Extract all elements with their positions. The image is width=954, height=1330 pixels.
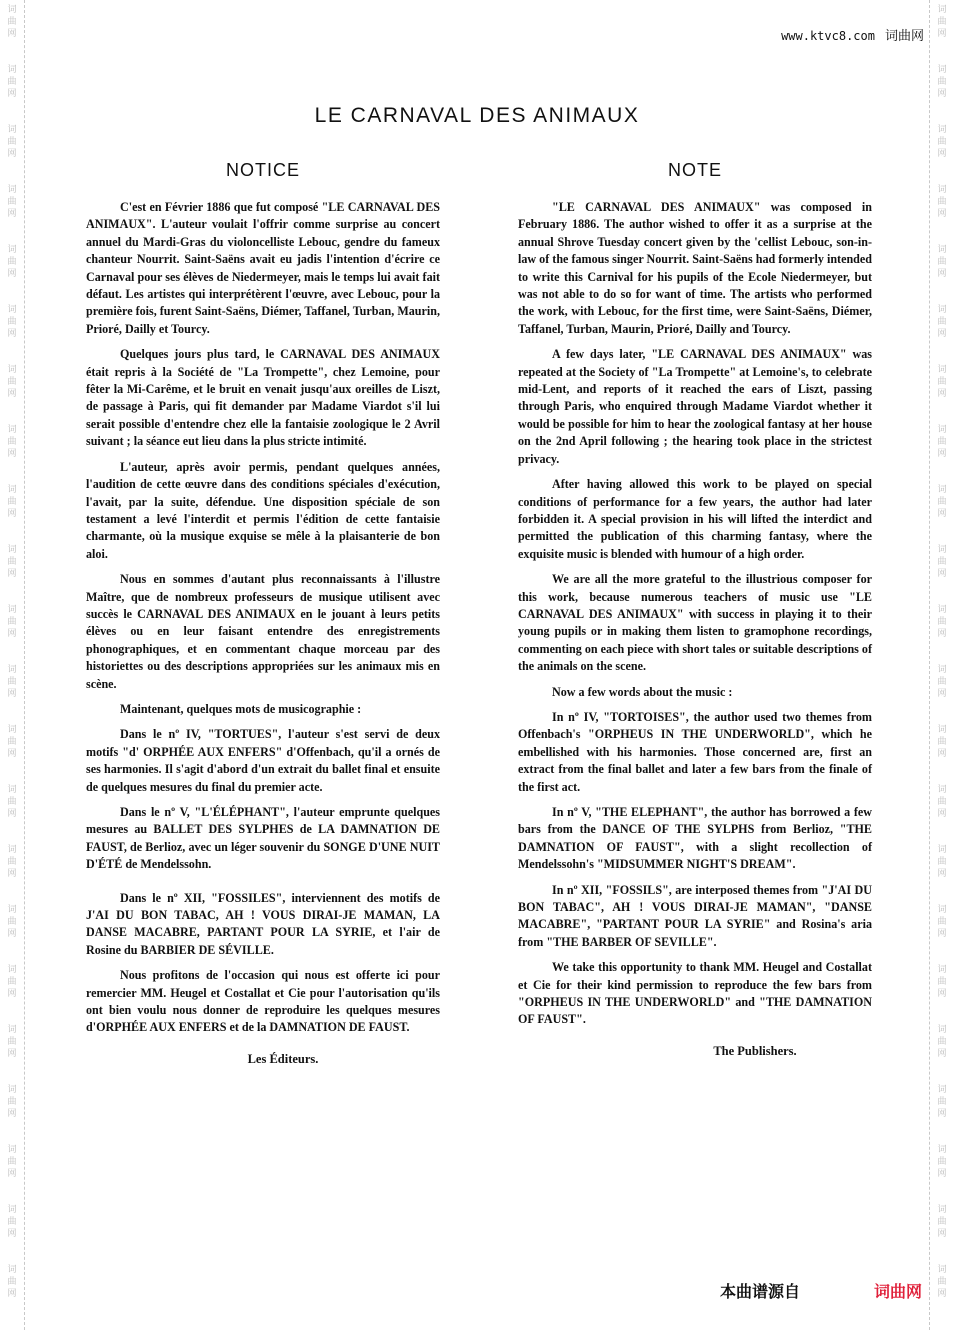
watermark-mark: 词曲网 (937, 1025, 947, 1059)
watermark-mark: 词曲网 (7, 5, 17, 39)
footer-brand-link[interactable]: 词曲网 (873, 1282, 922, 1301)
notice-paragraph: Maintenant, quelques mots de musicographie : (120, 701, 362, 716)
notice-paragraph: Dans le nº XII, "FOSSILES", interviennent des motifs de J'AI DU BON TABAC, AH ! VOUS DIRAI-JE MAMAN, LA DANSE MACABRE, PARTANT POUR LA SYRIE, et l'air de Rosine du BARBIER DE SÉVILLE. (86, 890, 440, 957)
watermark-mark: 词曲网 (937, 605, 947, 639)
watermark-mark: 词曲网 (7, 425, 17, 459)
watermark-mark: 词曲网 (7, 845, 17, 879)
watermark-mark: 词曲网 (7, 965, 17, 999)
note-paragraph: Now a few words about the music : (552, 684, 733, 699)
page-title: LE CARNAVAL DES ANIMAUX (314, 104, 640, 127)
notice-paragraph: C'est en Février 1886 que fut composé "LE CARNAVAL DES ANIMAUX". L'auteur voulait l'offrir comme surprise au concert annuel du Mardi-Gras du violoncelliste Lebouc, gendre du fameux chanteur Nourrit. Saint-Saëns avait eu jadis l'intention d'écrire ce Carnaval pour ses élèves de Niedermeyer, mais le temps lui avait fait défaut. Les artistes qui interprétèrent l'œuvre, avec Lebouc, pour la première fois, furent Saint-Saëns, Diémer, Taffanel, Turban, Maurin, Prioré, Dailly et Tourcy. (86, 200, 440, 336)
watermark-mark: 词曲网 (937, 485, 947, 519)
watermark-mark: 词曲网 (7, 185, 17, 219)
watermark-mark: 词曲网 (937, 425, 947, 459)
note-paragraph: We are all the more grateful to the illustrious composer for this work, because numerous teachers of music use "LE CARNAVAL DES ANIMAUX" with success in playing it to their young pupils or in making them listen to gramophone recordings, commenting on each piece with short tales or suitable descriptions of the animals on the scene. (518, 572, 872, 674)
watermark-mark: 词曲网 (937, 845, 947, 879)
notice-heading: NOTICE (225, 160, 300, 180)
left-watermark-strip (0, 0, 25, 1330)
note-paragraph: "LE CARNAVAL DES ANIMAUX" was composed in February 1886. The author wished to offer it as a surprise at the annual Shrove Tuesday concert given by the 'cellist Lebouc, son-in-law of the famous singer Nourrit. Saint-Saëns had formerly intended to write this Carnival for his pupils of the Ecole Niedermeyer, but was not able to do so for want of time. The artists who performed the work, with Lebouc, for the first time, were Saint-Saëns, Diémer, Taffanel, Turban, Maurin, Prioré, Dailly and Tourcy. (518, 200, 872, 336)
watermark-mark: 词曲网 (937, 785, 947, 819)
watermark-mark: 词曲网 (937, 305, 947, 339)
watermark-mark: 词曲网 (937, 965, 947, 999)
watermark-mark: 词曲网 (7, 1145, 17, 1179)
watermark-mark: 词曲网 (7, 725, 17, 759)
note-heading: NOTE (667, 160, 722, 180)
watermark-mark: 词曲网 (7, 125, 17, 159)
watermark-mark: 词曲网 (7, 785, 17, 819)
watermark-mark: 词曲网 (7, 305, 17, 339)
note-paragraph: In nº XII, "FOSSILS", are interposed themes from "J'AI DU BON TABAC", AH ! VOUS DIRAI-JE MAMAN", "DANSE MACABRE", "PARTANT POUR LA SYRIE" and Rosina's aria from "THE BARBER OF SEVILLE". (518, 882, 872, 949)
note-column (518, 160, 872, 1068)
note-paragraph: In nº IV, "TORTOISES", the author used two themes from Offenbach's "ORPHEUS IN THE UNDERWORLD", which he embellished with his harmonies. Those concerned are, first an extract from the final ballet and later a few bars from the finale of the first act. (518, 709, 872, 794)
notice-signature: Les Éditeurs. (247, 1051, 319, 1066)
site-header (781, 25, 924, 44)
notice-paragraph: Quelques jours plus tard, le CARNAVAL DES ANIMAUX était repris à la Société de "La Trompette", chez Lemoine, pour fêter la Mi-Carême, et le bruit en venait jusqu'aux oreilles de Liszt, de passage à Paris, qui fit demander par Madame Viardot s'il lui serait possible d'entendre chez elle la fantaisie zoologique le 2 Avril suivant ; la séance eut lieu dans la plus stricte intimité. (86, 347, 440, 449)
watermark-mark: 词曲网 (937, 545, 947, 579)
site-url[interactable]: www.ktvc8.com (781, 29, 875, 43)
watermark-mark: 词曲网 (7, 365, 17, 399)
watermark-mark: 词曲网 (937, 5, 947, 39)
note-paragraph: A few days later, "LE CARNAVAL DES ANIMAUX" was repeated at the Society of "La Trompette" at Lemoine's, to celebrate mid-Lent, and reports of it reached the ears of Liszt, passing through Paris, who enquired through Madame Viardot whether it would be possible for him to hear the zoological fantasy at her house on the 2nd April following ; the hearing took place in the strictest privacy. (518, 347, 872, 466)
watermark-mark: 词曲网 (7, 245, 17, 279)
note-signature: The Publishers. (713, 1043, 797, 1058)
watermark-mark: 词曲网 (937, 365, 947, 399)
watermark-mark: 词曲网 (937, 1205, 947, 1239)
notice-column (86, 160, 440, 1076)
notice-paragraph: L'auteur, après avoir permis, pendant quelques années, l'audition de cette œuvre dans des conditions spéciales d'exécution, l'avait, par la suite, défendue. Une disposition spéciale de son testament a levé l'interdit et permis l'édition de cette fantaisie charmante, où la musique exquise se mêle à la plaisanterie de bon aloi. (86, 459, 440, 561)
watermark-mark: 词曲网 (7, 1025, 17, 1059)
notice-paragraph: Nous profitons de l'occasion qui nous est offerte ici pour remercier MM. Heugel et Costallat et Cie pour l'autorisation qu'ils ont bien voulu nous donner de reproduire les quelques mesures d'ORPHÉE AUX ENFERS et de la DAMNATION DE FAUST. (86, 968, 440, 1035)
watermark-mark: 词曲网 (937, 125, 947, 159)
right-watermark-strip (929, 0, 954, 1330)
watermark-mark: 词曲网 (7, 1265, 17, 1299)
watermark-mark: 词曲网 (937, 725, 947, 759)
notice-paragraph: Nous en sommes d'autant plus reconnaissants à l'illustre Maître, que de nombreux professeurs de musique utilisent avec succès le CARNAVAL DES ANIMAUX en le jouant à leurs petits élèves ou en leur faisant entendre des enregistrements phonographiques, et en commentant chaque morceau par des historiettes ou des descriptions appropriées sur les animaux mis en scène. (86, 572, 440, 691)
site-brand[interactable]: 词曲网 (884, 29, 924, 44)
watermark-mark: 词曲网 (937, 905, 947, 939)
watermark-mark: 词曲网 (7, 905, 17, 939)
note-paragraph: After having allowed this work to be played on special conditions of performance for a few years, the author had later forbidden it. A special provision in his will lifted the interdict and permitted the publication of this charming fantasy, where the exquisite music is blended with humour of a high order. (518, 477, 872, 561)
watermark-mark: 词曲网 (7, 485, 17, 519)
notice-paragraph: Dans le nº IV, "TORTUES", l'auteur s'est servi de deux motifs "d' ORPHÉE AUX ENFERS" d'Offenbach, qu'il a ornés de ses harmonies. Il s'agit d'abord d'un extrait du ballet final et ensuite de quelques mesures du final du premier acte. (86, 727, 440, 794)
watermark-mark: 词曲网 (937, 1085, 947, 1119)
notice-paragraph: Dans le nº V, "L'ÉLÉPHANT", l'auteur emprunte quelques mesures au BALLET DES SYLPHES de LA DAMNATION DE FAUST, de Berlioz, avec un léger souvenir du SONGE D'UNE NUIT D'ÉTÉ de Mendelssohn. (86, 805, 440, 872)
watermark-mark: 词曲网 (937, 665, 947, 699)
watermark-mark: 词曲网 (7, 1205, 17, 1239)
watermark-mark: 词曲网 (7, 665, 17, 699)
watermark-mark: 词曲网 (937, 65, 947, 99)
watermark-mark: 词曲网 (7, 605, 17, 639)
note-paragraph: We take this opportunity to thank MM. Heugel and Costallat et Cie for their kind permission to reproduce the few bars from "ORPHEUS IN THE UNDERWORLD" and "THE DAMNATION OF FAUST". (518, 960, 872, 1027)
note-paragraph: In nº V, "THE ELEPHANT", the author has borrowed a few bars from the DANCE OF THE SYLPHS from Berlioz, "THE DAMNATION OF FAUST", with a slight recollection of Mendelssohn's "MIDSUMMER NIGHT'S DREAM". (518, 805, 872, 872)
watermark-mark: 词曲网 (7, 65, 17, 99)
watermark-mark: 词曲网 (937, 245, 947, 279)
watermark-mark: 词曲网 (7, 1085, 17, 1119)
watermark-mark: 词曲网 (7, 545, 17, 579)
footer-source-text: 本曲谱源自 (720, 1282, 801, 1301)
watermark-mark: 词曲网 (937, 1145, 947, 1179)
watermark-mark: 词曲网 (937, 185, 947, 219)
watermark-mark: 词曲网 (937, 1265, 947, 1299)
